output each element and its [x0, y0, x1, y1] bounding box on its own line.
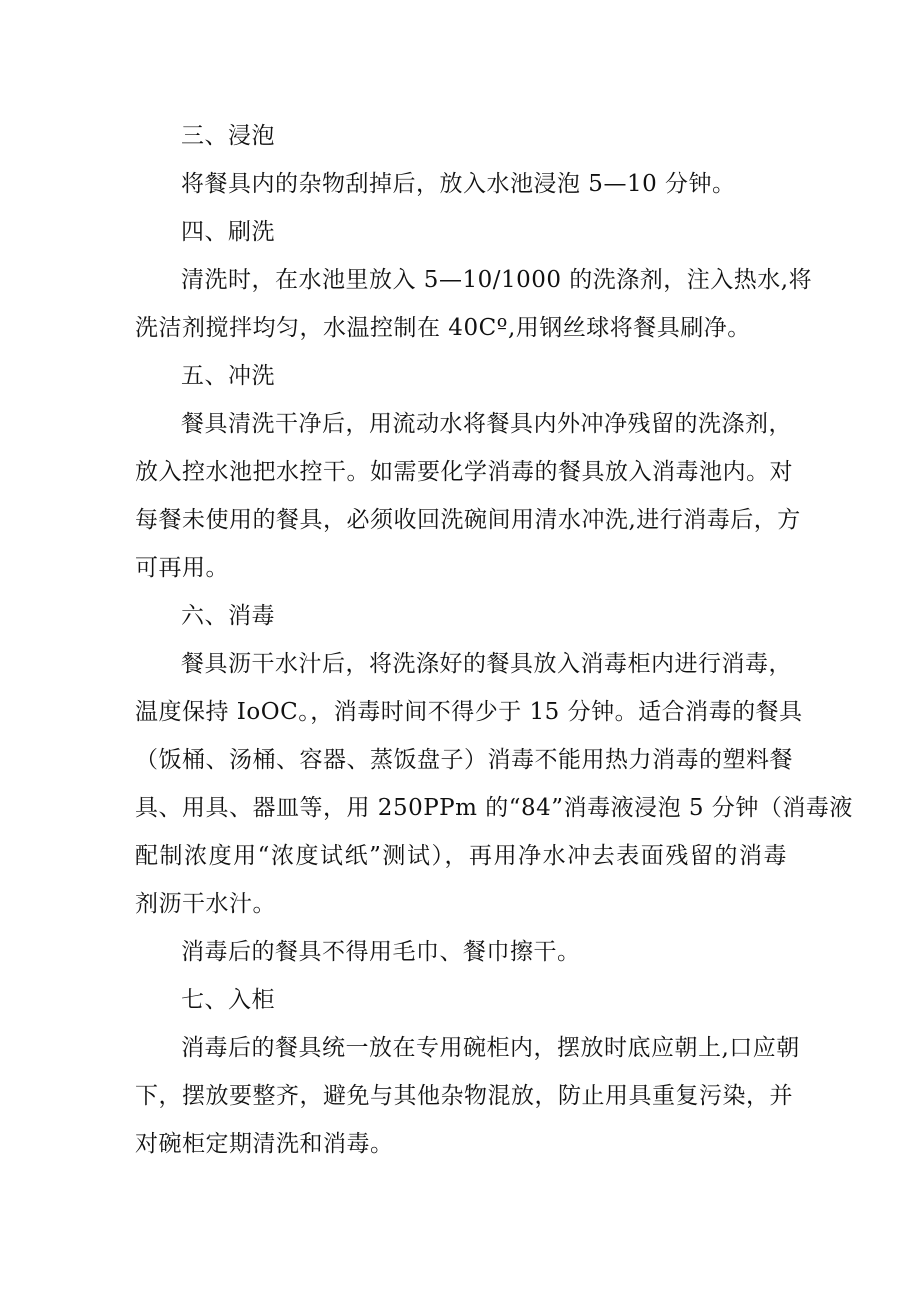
- paragraph-line: 放入控水池把水控干。如需要化学消毒的餐具放入消毒池内。对: [135, 459, 793, 485]
- paragraph-rinse: [135, 400, 801, 592]
- section-heading-soak: 三、浸泡: [181, 123, 275, 149]
- section-heading-rinse: 五、冲洗: [181, 363, 275, 389]
- paragraph-line: 可再用。: [135, 555, 229, 581]
- paragraph-line: 配制浓度用“浓度试纸”测试），再用净水冲去表面残留的消毒: [135, 843, 787, 869]
- paragraph-line: 餐具清洗干净后，用流动水将餐具内外冲净残留的洗涤剂，: [181, 411, 792, 437]
- document-body: [135, 112, 853, 1168]
- paragraph-scrub: [135, 256, 813, 352]
- paragraph-line: 下，摆放要整齐，避免与其他杂物混放，防止用具重复污染，并: [135, 1083, 793, 1109]
- section-heading-disinfect: 六、消毒: [181, 603, 275, 629]
- paragraph-line: 温度保持 IoOC。，消毒时间不得少于 15 分钟。适合消毒的餐具: [135, 699, 803, 725]
- paragraph-soak: [135, 160, 787, 208]
- paragraph-line: 洗洁剂搅拌均匀，水温控制在 40Cº,用钢丝球将餐具刷净。: [135, 315, 751, 341]
- paragraph-line: 消毒后的餐具统一放在专用碗柜内，摆放时底应朝上,口应朝: [181, 1035, 800, 1061]
- paragraph-line: 具、用具、器皿等，用 250PPm 的“84”消毒液浸泡 5 分钟（消毒液: [135, 795, 853, 821]
- paragraph-line: （饭桶、汤桶、容器、蒸饭盘子）消毒不能用热力消毒的塑料餐: [135, 747, 793, 773]
- paragraph-line: 消毒后的餐具不得用毛巾、餐巾擦干。: [181, 939, 581, 965]
- section-heading-cabinet: 七、入柜: [181, 987, 275, 1013]
- paragraph-line: 将餐具内的杂物刮掉后，放入水池浸泡 5—10 分钟。: [181, 171, 736, 197]
- paragraph-line: 剂沥干水汁。: [135, 891, 276, 917]
- paragraph-line: 餐具沥干水汁后，将洗涤好的餐具放入消毒柜内进行消毒，: [181, 651, 792, 677]
- section-heading-scrub: 四、刷洗: [181, 219, 275, 245]
- paragraph-line: 每餐未使用的餐具，必须收回洗碗间用清水冲洗,进行消毒后，方: [135, 507, 801, 533]
- paragraph-disinfect-note: [135, 928, 787, 976]
- paragraph-line: 清洗时，在水池里放入 5—10/1000 的洗涤剂，注入热水,将: [181, 267, 813, 293]
- paragraph-cabinet: [135, 1024, 800, 1168]
- paragraph-line: 对碗柜定期清洗和消毒。: [135, 1131, 394, 1157]
- paragraph-disinfect: [135, 640, 853, 928]
